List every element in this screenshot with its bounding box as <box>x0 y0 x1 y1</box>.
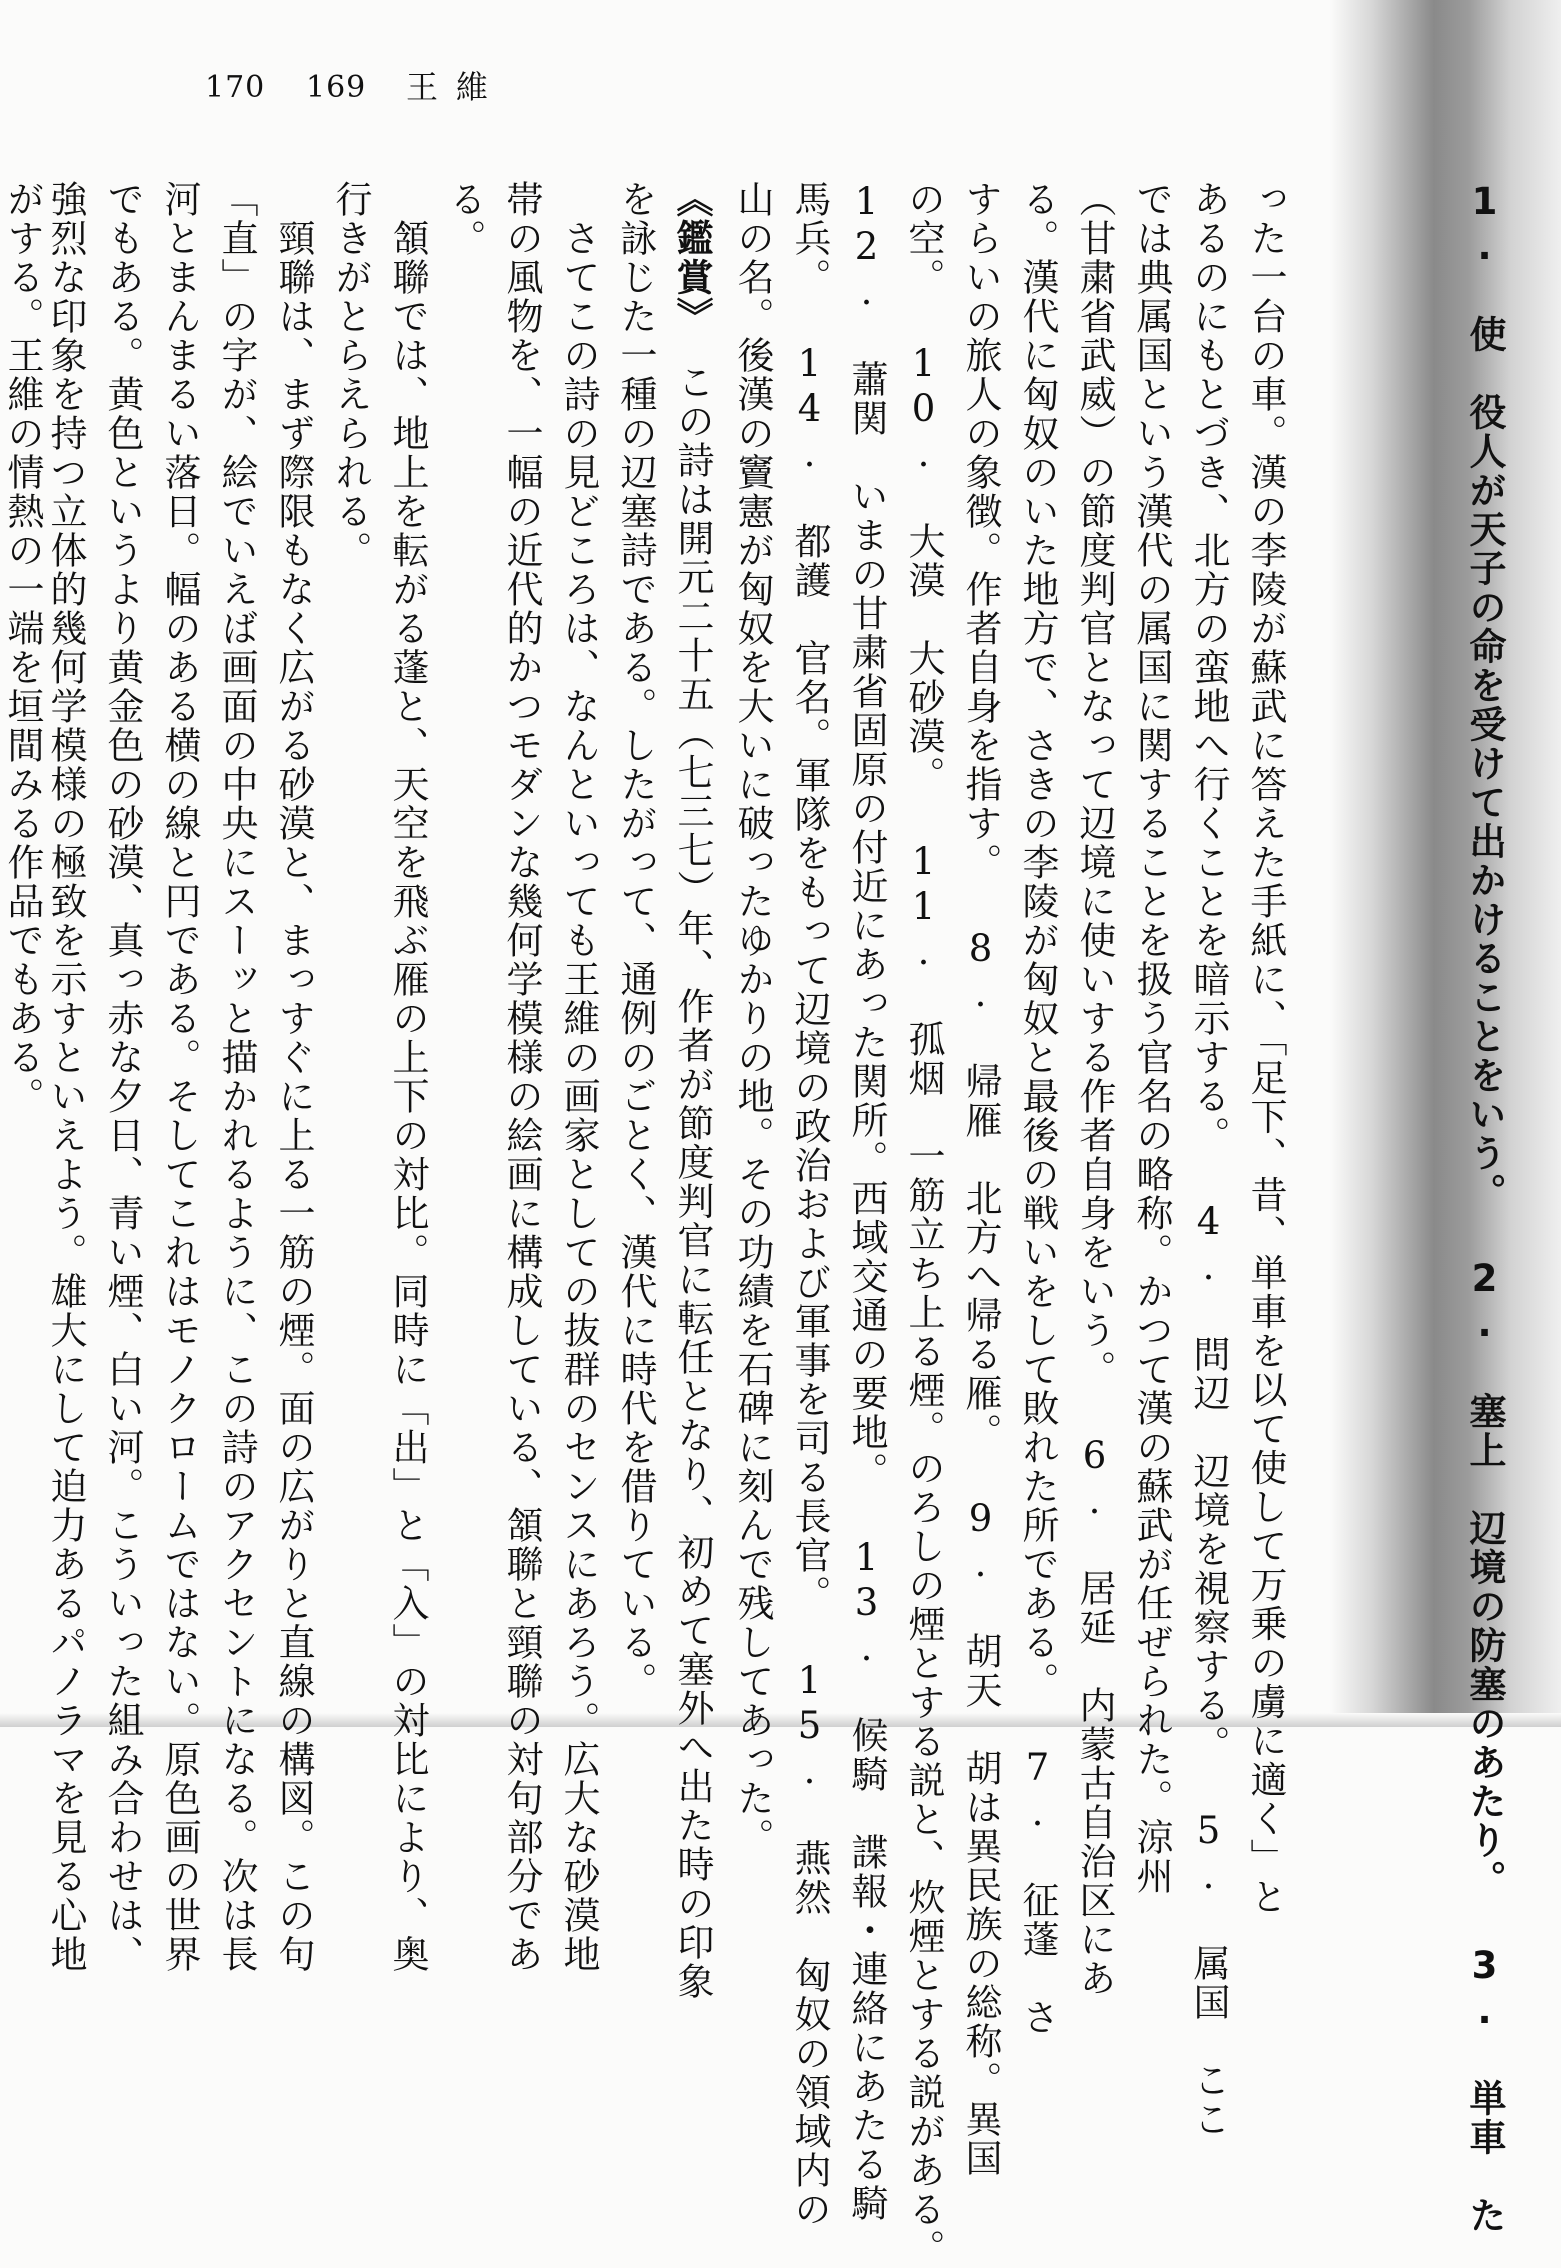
note-line: すらいの旅人の象徴。作者自身を指す。 8. 帰雁 北方へ帰る雁。 9. 胡天 胡は異民族の総称。異国 <box>959 180 1002 2178</box>
appreciation-line: 河とまんまるい落日。幅のある横の線と円である。そしてこれはモノクロームではない。原色画の世界 <box>158 180 201 1974</box>
appreciation-line: 行きがとらえられる。 <box>329 180 372 570</box>
notes-first-line: 1. 使 役人が天子の命を受けて出かけることをいう。 2. 塞上 辺境の防塞のあたり。 3. 単車 た <box>1463 180 1506 2235</box>
note-line: った一台の車。漢の李陵が蘇武に答えた手紙に、「足下、昔、単車を以て使して万乗の虜に適く」と <box>1244 180 1287 1917</box>
note-line: 12. 蕭関 いまの甘粛省固原の付近にあった関所。西域交通の要地。 13. 候騎 諜報・連絡にあたる騎 <box>845 180 888 2223</box>
note-line: の空。 10. 大漠 大砂漠。 11. 孤烟 一筋立ち上る煙。のろしの煙とする説と、炊煙とする説がある。 <box>902 180 945 2268</box>
appreciation-line: 帯の風物を、一幅の近代的かつモダンな幾何学模様の絵画に構成している、頷聯と頸聯の対句部分であ <box>500 180 543 1974</box>
note-line: あるのにもとづき、北方の蛮地へ行くことを暗示する。 4. 問辺 辺境を視察する。 5. 属国 ここ <box>1187 180 1230 2139</box>
note-line: （甘粛省武威）の節度判官となって辺境に使いする作者自身をいう。 6. 居延 内蒙古自治区にあ <box>1073 180 1116 1998</box>
appreciation-label: 《鑑賞》 <box>670 180 714 336</box>
appreciation-line: 「直」の字が、絵でいえば画面の中央にスーッと描かれるように、この詩のアクセントになる。次は長 <box>215 180 258 1974</box>
book-gutter-shadow <box>1330 0 1561 1727</box>
appreciation-line: 頸聯は、まず際限もなく広がる砂漠と、まっすぐに上る一筋の煙。面の広がりと直線の構図。この句 <box>272 180 315 1974</box>
appreciation-line: を詠じた一種の辺塞詩である。したがって、通例のごとく、漢代に時代を借りている。 <box>614 180 657 1701</box>
appreciation-line: る。 <box>443 180 486 258</box>
appreciation-line: がする。王維の情熱の一端を垣間みる作品でもある。 <box>1 180 44 1116</box>
page-number-left: 170 <box>205 70 266 105</box>
note-line: では典属国という漢代の属国に関することを扱う官名の略称。かつて漢の蘇武が任ぜられた。涼州 <box>1130 180 1173 1896</box>
note-line: る。漢代に匈奴のいた地方で、さきの李陵が匈奴と最後の戦いをして敗れた所である。 7. 征蓬 さ <box>1016 180 1059 2037</box>
page-number-right: 169 <box>306 70 367 105</box>
appreciation-line: さてこの詩の見どころは、なんといっても王維の画家としての抜群のセンスにあろう。広大な砂漠地 <box>557 180 600 1974</box>
note-line: 山の名。後漢の竇憲が匈奴を大いに破ったゆかりの地。その功績を石碑に刻んで残してあった。 <box>731 180 774 1857</box>
appreciation-line: 強烈な印象を持つ立体的幾何学模様の極致を示すといえよう。雄大にして迫力あるパノラマを見る心地 <box>44 180 87 1974</box>
appreciation-line: この詩は開元二十五（七三七）年、作者が節度判官に転任となり、初めて塞外へ出た時の印象 <box>671 324 714 2001</box>
appreciation-line: でもある。黄色というより黄金色の砂漠、真っ赤な夕日、青い煙、白い河。こういった組み合わせは、 <box>101 180 144 1974</box>
note-line: 馬兵。 14. 都護 官名。軍隊をもって辺境の政治および軍事を司る長官。 15. 燕然 匈奴の領域内の <box>788 180 831 2229</box>
appreciation-line: 頷聯では、地上を転がる蓬と、天空を飛ぶ雁の上下の対比。同時に「出」と「入」の対比により、奥 <box>386 180 429 1974</box>
running-title: 王維 <box>406 68 507 106</box>
